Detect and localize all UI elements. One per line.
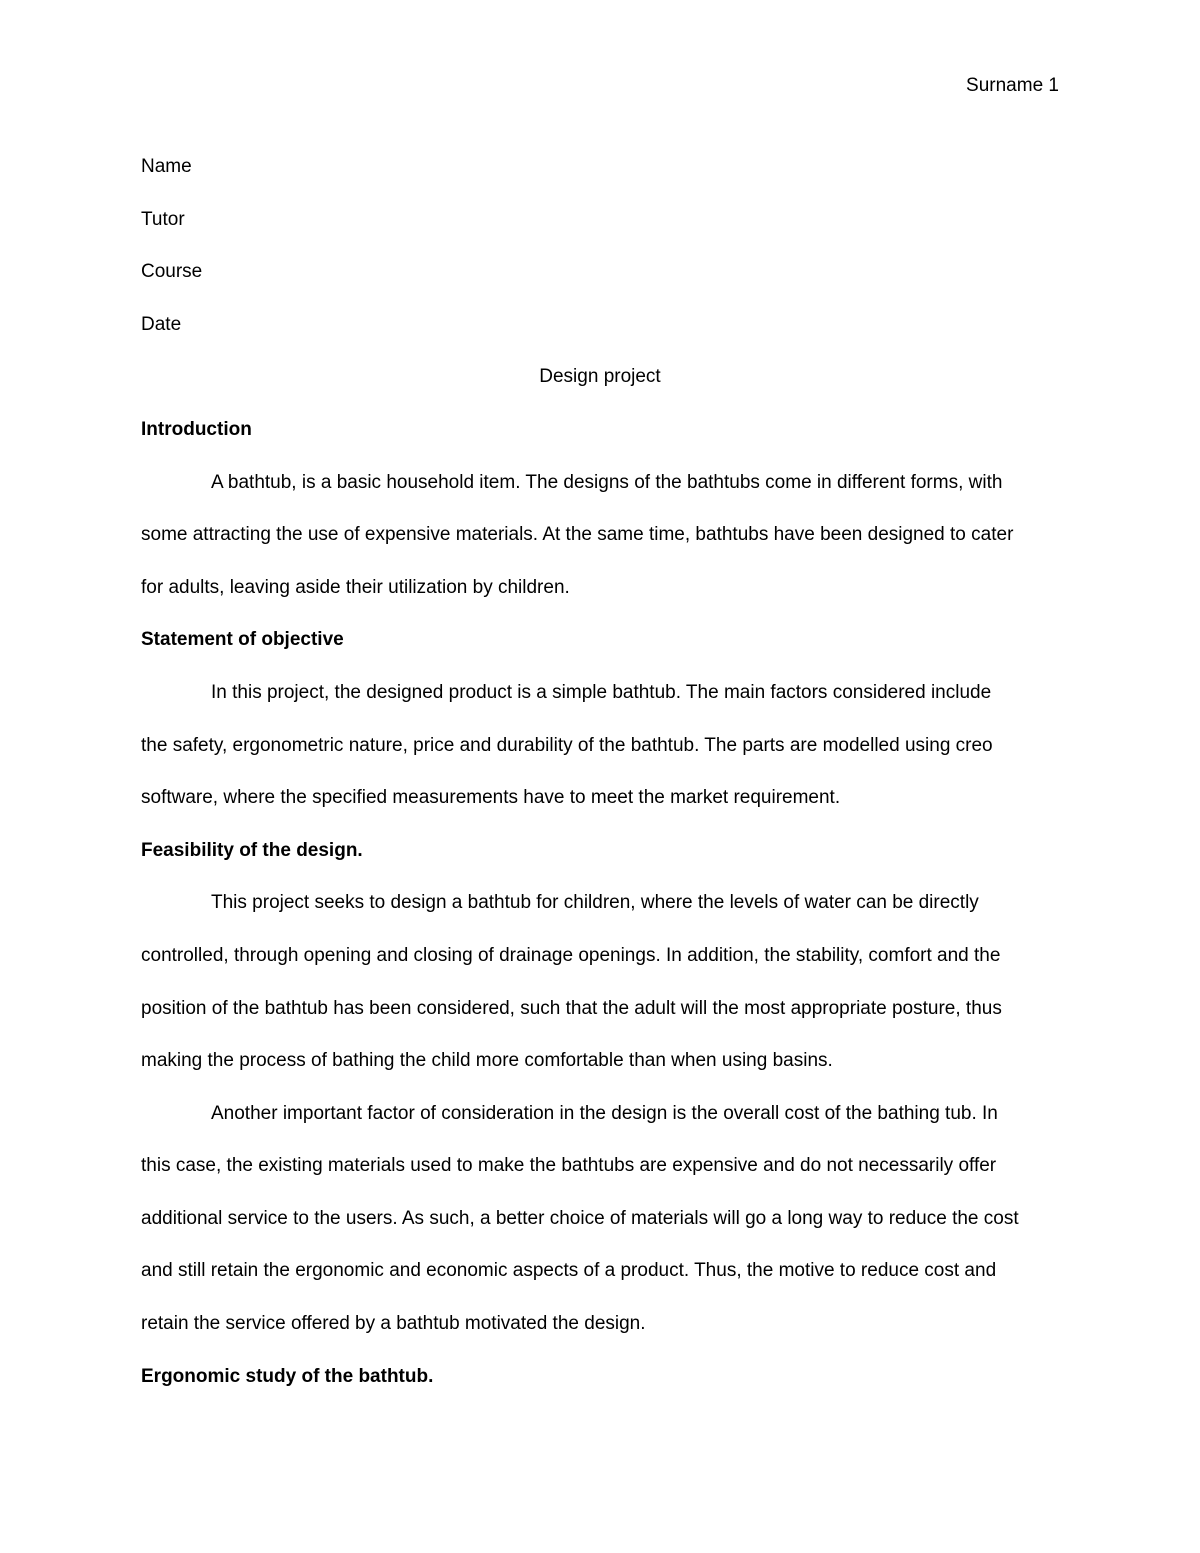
student-name: Name	[141, 156, 192, 177]
objective-line: software, where the specified measurements have to meet the market requirement.	[141, 787, 841, 809]
feasibility-line: retain the service offered by a bathtub motivated the design.	[141, 1313, 646, 1335]
date: Date	[141, 313, 182, 335]
feasibility-line: this case, the existing materials used to make the bathtubs are expensive and do not necessarily offer	[141, 1155, 997, 1177]
objective-heading: Statement of objective	[141, 629, 344, 651]
objective-line: the safety, ergonometric nature, price and durability of the bathtub. The parts are modelled using creo	[141, 734, 993, 756]
feasibility-line: This project seeks to design a bathtub for children, where the levels of water can be directly	[211, 892, 979, 914]
feasibility-line: additional service to the users. As such, a better choice of materials will go a long way to reduce the cost	[141, 1207, 1019, 1229]
objective-line: In this project, the designed product is a simple bathtub. The main factors considered include	[211, 681, 992, 703]
tutor-name: Tutor	[141, 208, 185, 230]
feasibility-line: position of the bathtub has been considered, such that the adult will the most appropriate posture, thus	[141, 997, 1002, 1019]
feasibility-line: making the process of bathing the child more comfortable than when using basins.	[141, 1050, 833, 1072]
feasibility-line: Another important factor of consideration in the design is the overall cost of the bathing tub. In	[211, 1102, 998, 1124]
introduction-line: for adults, leaving aside their utilization by children.	[141, 576, 570, 598]
document-title: Design project	[539, 366, 661, 388]
feasibility-line: controlled, through opening and closing of drainage openings. In addition, the stability, comfort and the	[141, 944, 1001, 966]
running-head: Surname 1	[966, 75, 1059, 96]
introduction-line: some attracting the use of expensive materials. At the same time, bathtubs have been designed to cater	[141, 524, 1014, 546]
introduction-heading: Introduction	[141, 418, 252, 440]
feasibility-line: and still retain the ergonomic and economic aspects of a product. Thus, the motive to reduce cost and	[141, 1260, 997, 1282]
ergonomic-heading: Ergonomic study of the bathtub.	[141, 1365, 434, 1387]
introduction-line: A bathtub, is a basic household item. The designs of the bathtubs come in different forms, with	[211, 471, 1003, 493]
feasibility-heading: Feasibility of the design.	[141, 839, 363, 861]
course-name: Course	[141, 261, 203, 283]
document-body	[141, 141, 1059, 1403]
